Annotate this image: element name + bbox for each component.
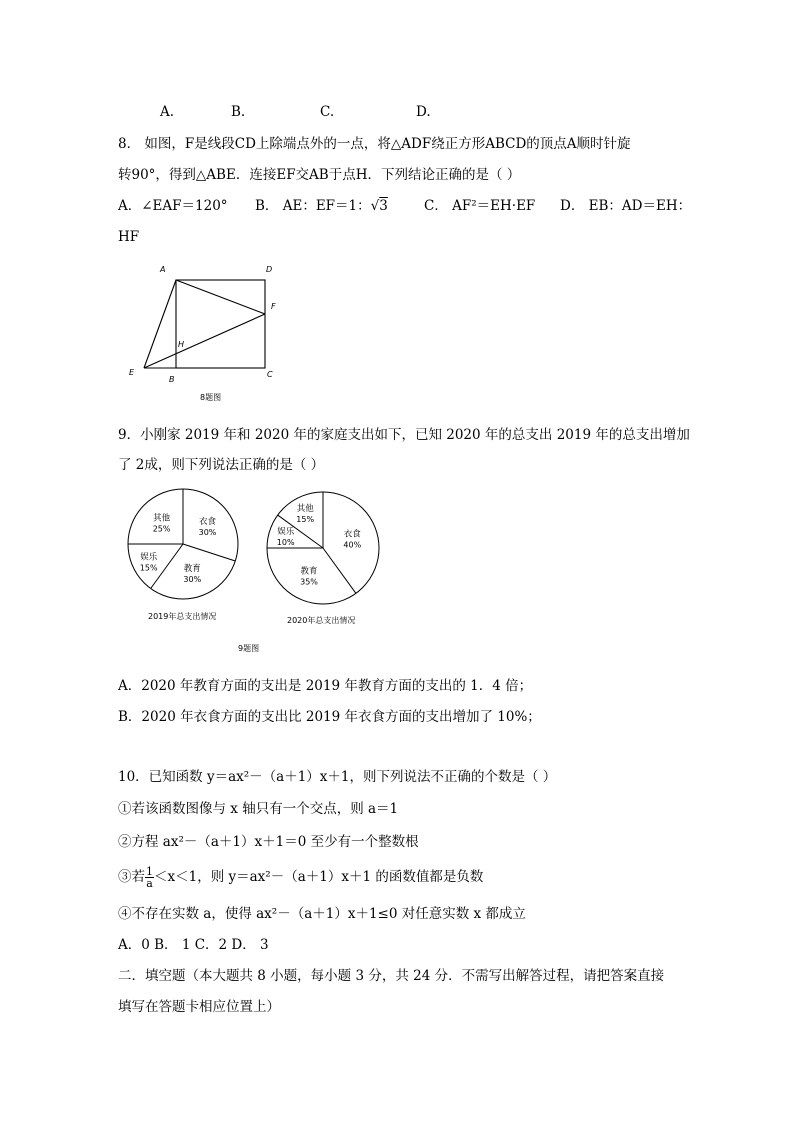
sqrt-sign: √ [370,198,380,214]
segment-ae [144,280,176,368]
pie-2020-value-label: 15% [296,515,315,525]
fraction-1-over-a [145,866,154,889]
pie-2020-label: 衣食 [343,529,361,540]
label-f: F [271,302,276,311]
q10-statement-4: ④不存在实数 a，使得 ax²－（a＋1）x＋1≤0 对任意实数 x 都成立 [118,906,526,922]
q8-stem-line1: 8． 如图，F是线段CD上除端点外的一点，将△ADF绕正方形ABCD的顶点A顺时针旋 [118,136,631,152]
pie-charts [120,482,400,632]
q8-square-figure [120,258,290,388]
pie-2019-label: 教育 [183,563,201,574]
pie-2020-title: 2020年总支出情况 [287,616,356,625]
q8-figure-caption: 8题图 [200,393,222,402]
label-b: B [169,375,175,384]
pie-2020-label: 其他 [296,504,314,515]
pie-2020-value-label: 10% [276,537,295,547]
q7-option-a: A. [160,104,175,120]
q9-stem-line2: 了 2成，则下列说法正确的是（ ） [118,457,325,473]
q10-statement-2: ②方程 ax²－（a＋1）x＋1＝0 至少有一个整数根 [118,834,419,850]
q8-option-a: A．∠EAF＝120° [118,198,228,214]
q10-statement-1: ①若该函数图像与 x 轴只有一个交点，则 a＝1 [118,801,399,817]
pie-2019-value-label: 25% [152,524,171,534]
q9-figure-caption: 9题图 [238,644,260,653]
q8-option-b-text: B． AE：EF＝1： [255,198,371,214]
q8-option-b-radicand: 3 [379,198,388,214]
pie-2019-slice-edge [183,544,235,561]
section2-heading-line2: 填写在答题卡相应位置上） [118,999,280,1015]
fraction-numerator: 1 [146,865,153,878]
pie-2020-label: 娱乐 [277,526,295,537]
q8-option-d-continued: HF [118,229,140,245]
q8-option-c: C． AF²＝EH·EF [424,198,536,214]
q10-s3-prefix: ③若 [118,869,145,885]
q10-statement-3 [118,862,483,892]
q9-stem-line1: 9．小刚家 2019 年和 2020 年的家庭支出如下，已知 2020 年的总支出 2019 年的总支出增加 [118,427,690,443]
q10-s3-rest: ＜x＜1，则 y＝ax²－（a＋1）x＋1 的函数值都是负数 [154,869,484,885]
segment-af [176,280,265,314]
q9-option-a: A．2020 年教育方面的支出是 2019 年教育方面的支出的 1．4 倍； [118,678,533,694]
segment-ef [144,314,265,368]
label-c: C [267,370,273,379]
q9-option-b: B．2020 年衣食方面的支出比 2019 年衣食方面的支出增加了 10%； [118,709,541,725]
section2-heading-line1: 二．填空题（本大题共 8 小题，每小题 3 分，共 24 分．不需写出解答过程，请把答案直接 [118,968,665,984]
label-a: A [160,265,166,274]
q7-option-b: B. [231,104,246,120]
label-h: H [178,340,185,349]
pie-2020-slice-edge [323,548,356,593]
square-abcd [176,280,265,368]
q7-option-d: D. [416,104,431,120]
pie-2020-value-label: 40% [343,540,362,550]
fraction-denominator: a [146,877,153,890]
pie-2020-value-label: 35% [300,577,318,587]
pie-2019-title: 2019年总支出情况 [148,612,217,621]
label-e: E [129,368,135,377]
pie-2019-value-label: 15% [139,563,158,573]
q8-option-b [255,197,388,215]
q10-stem: 10．已知函数 y＝ax²－（a＋1）x＋1，则下列说法不正确的个数是（ ） [118,769,557,785]
pie-2019-value-label: 30% [183,574,202,584]
q10-options: A．0 B． 1 C．2 D． 3 [118,937,269,953]
q8-stem-line2: 转90°，得到△ABE．连接EF交AB于点H．下列结论正确的是（ ） [118,167,521,183]
pie-2019-label: 娱乐 [140,552,158,563]
pie-2019-value-label: 30% [198,528,217,538]
q7-option-c: C. [320,104,335,120]
pie-2020-label: 教育 [300,566,318,577]
q8-option-d: D． EB：AD＝EH： [560,198,692,214]
pie-2019-label: 衣食 [198,517,217,528]
pie-2019-label: 其他 [153,513,171,524]
label-d: D [266,265,273,274]
